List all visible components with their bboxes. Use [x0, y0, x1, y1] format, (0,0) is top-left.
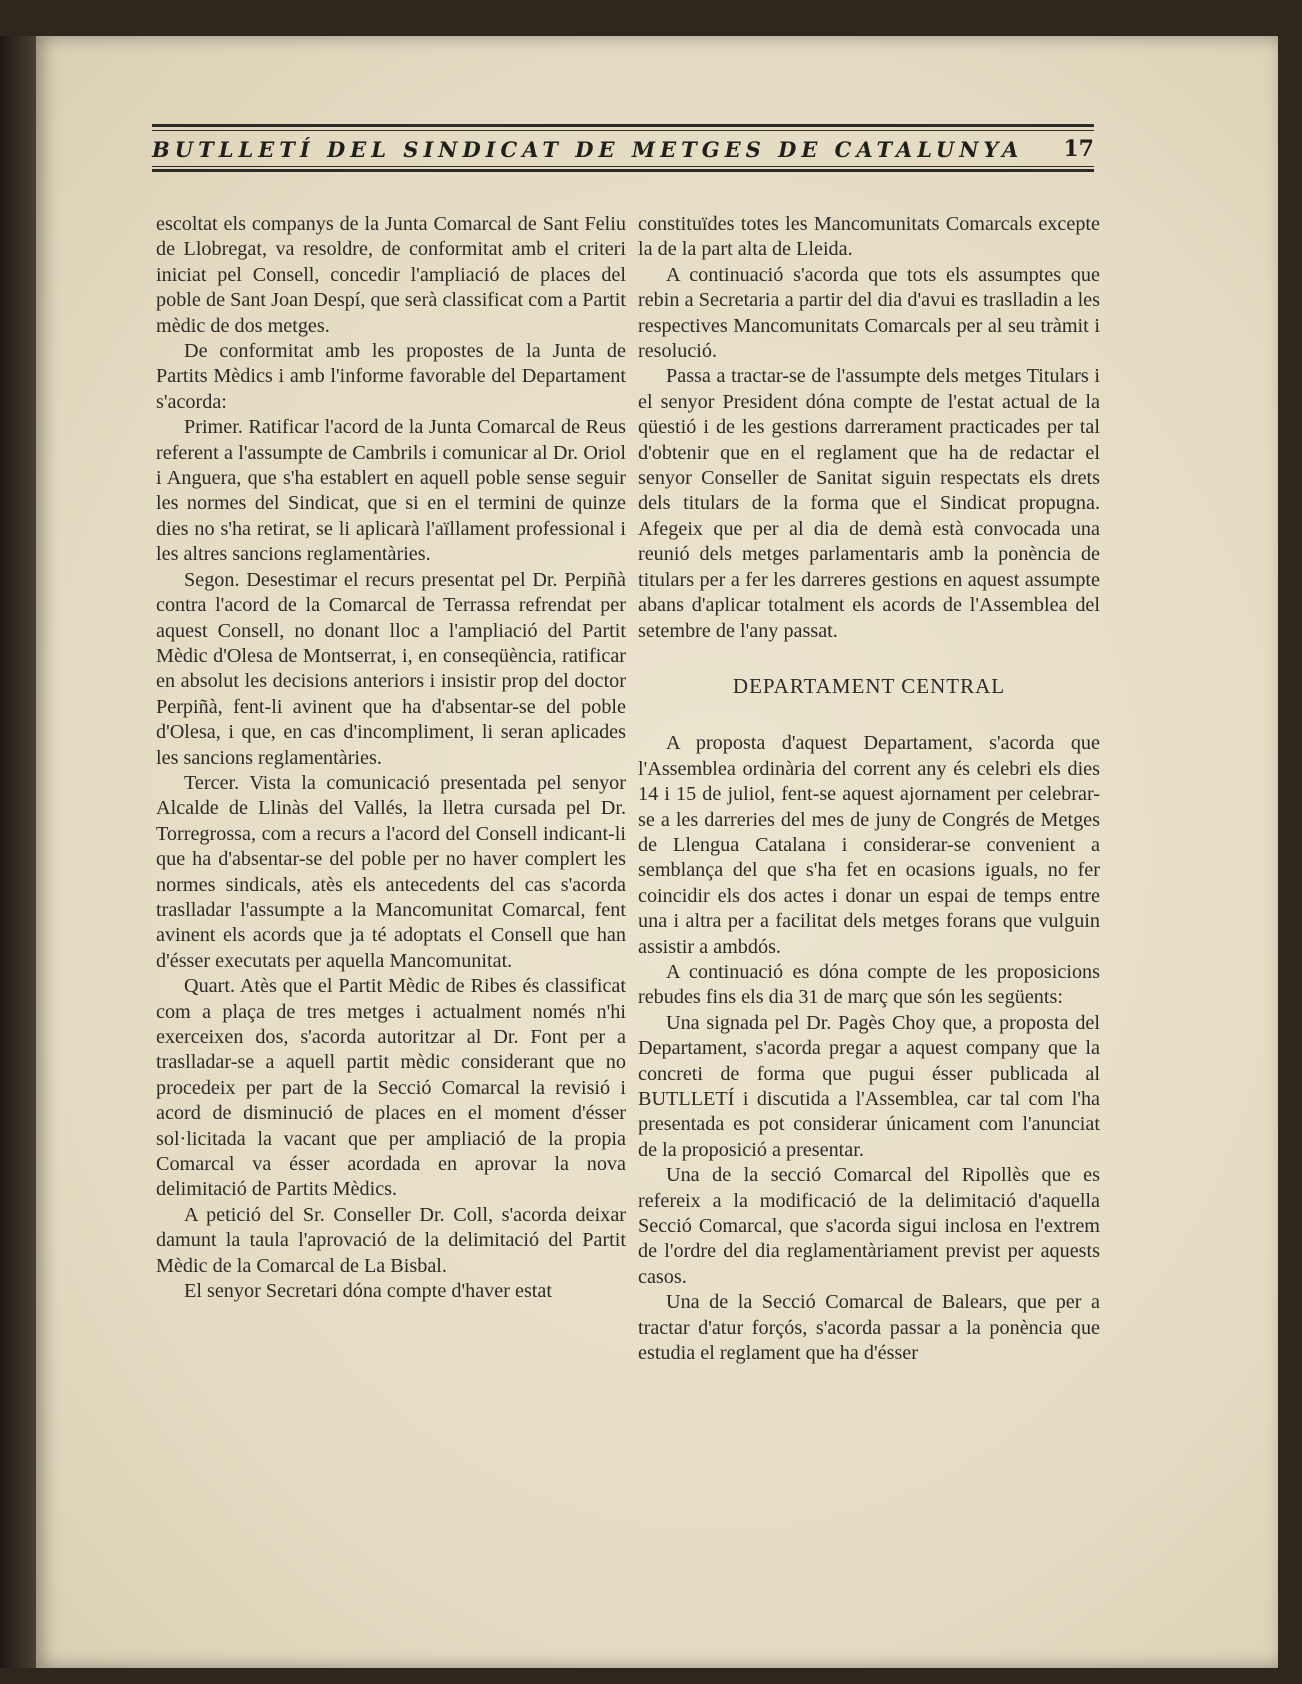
paragraph: Una signada pel Dr. Pagès Choy que, a proposta del Departament, s'acorda pregar a aquest company que la concreti de forma que pugui ésser publicada al BUTLLETÍ i discutida a l'Assemblea, car tal com l'ha presentada es pot considerar únicament com l'anunciat de la proposició a presentar. [638, 1011, 1100, 1161]
section-heading: DEPARTAMENT CENTRAL [732, 673, 1006, 698]
running-header [152, 124, 1094, 194]
paragraph: A petició del Sr. Conseller Dr. Coll, s'acorda deixar damunt la taula l'aprovació de la delimitació del Partit Mèdic de la Comarcal de La Bisbal. [156, 1203, 626, 1277]
paragraph: Passa a tractar-se de l'assumpte dels metges Titulars i el senyor President dóna compte de l'estat actual de la qüestió i de les gestions darrerament practicades per tal d'obtenir que en el reglament que ha de redactar el senyor Conseller de Sanitat siguin respectats els drets dels titulars de la forma que el Sindicat propugna. Afegeix que per al dia de demà està convocada una reunió dels metges parlamentaris amb la ponència de titulars per a fer les darreres gestions en aquest assumpte abans d'aplicar totalment els acords de l'Assemblea del setembre de l'any passat. [638, 365, 1100, 642]
book-gutter [0, 36, 36, 1668]
paragraph: Tercer. Vista la comunicació presentada pel senyor Alcalde de Llinàs del Vallés, la lletra cursada pel Dr. Torregrossa, com a recurs a l'acord del Consell indicant-li que ha d'absentar-se del poble per no haver complert les normes sindicals, atès els antecedents del cas s'acorda traslladar l'assumpte a la Mancomunitat Comarcal, fent avinent els acords que ja té adoptats el Consell que han d'ésser executats per aquella Mancomunitat. [156, 771, 626, 972]
paragraph: A continuació es dóna compte de les proposicions rebudes fins els dia 31 de març que són les següents: [638, 960, 1100, 1009]
paragraph: Una de la Secció Comarcal de Balears, que per a tractar d'atur forçós, s'acorda passar a la ponència que estudia el reglament que ha d'ésser [638, 1291, 1100, 1365]
header-rule-top-thin [152, 130, 1094, 131]
paragraph: escoltat els companys de la Junta Comarcal de Sant Feliu de Llobregat, va resoldre, de conformitat amb el criteri iniciat pel Consell, concedir l'ampliació de places del poble de Sant Joan Despí, que serà classificat com a Partit mèdic de dos metges. [156, 213, 626, 337]
journal-title: BUTLLETÍ DEL SINDICAT DE METGES DE CATALUNYA [152, 136, 1024, 162]
paragraph: Primer. Ratificar l'acord de la Junta Comarcal de Reus referent a l'assumpte de Cambrils i comunicar al Dr. Oriol i Anguera, que s'ha establert en aquell poble sense seguir les normes del Sindicat, que si en el termini de quinze dies no s'ha retirat, se li aplicarà l'aïllament professional i les altres sancions reglamentàries. [156, 416, 626, 566]
paragraph: A proposta d'aquest Departament, s'acorda que l'Assemblea ordinària del corrent any és celebri els dies 14 i 15 de juliol, fent-se aquest ajornament per celebrar-se a les darreries del mes de juny de Congrés de Metges de Llengua Catalana i considerar-se convenient a semblança del que s'ha fet en ocasions iguals, no fer coincidir els dos actes i donar un espai de temps entre una i altra per a facilitat dels metges forans que vulguin assistir a ambdós. [638, 732, 1100, 958]
paragraph: A continuació s'acorda que tots els assumptes que rebin a Secretaria a partir del dia d'avui es traslladin a les respectives Mancomunitats Comarcals per al seu tràmit i resolució. [638, 263, 1100, 363]
paragraph: Segon. Desestimar el recurs presentat pel Dr. Perpiñà contra l'acord de la Comarcal de Terrassa refrendat per aquest Consell, no donant lloc a l'ampliació del Partit Mèdic d'Olesa de Montserrat, i, en conseqüència, ratificar en absolut les decisions anteriors i insistir prop del doctor Perpiñà, fent-li avinent que ha d'absentar-se del poble d'Olesa, i que, en cas d'incompliment, li seran aplicades les sancions reglamentàries. [156, 568, 626, 769]
left-column [156, 212, 626, 1304]
header-rule-top-thick [152, 124, 1094, 127]
paragraph: El senyor Secretari dóna compte d'haver estat [184, 1280, 552, 1303]
paragraph: constituïdes totes les Mancomunitats Comarcals excepte la de la part alta de Lleida. [638, 213, 1100, 261]
paragraph: Quart. Atès que el Partit Mèdic de Ribes és classificat com a plaça de tres metges i actualment només n'hi exerceixen dos, s'acorda autoritzar al Dr. Font per a traslladar-se a aquell partit mèdic considerant que no procedeix per part de la Secció Comarcal la revisió i acord de disminució de places en el moment d'ésser sol·licitada la vacant que per ampliació de la propia Comarcal va ésser acordada en aprovar la nova delimitació de Partits Mèdics. [156, 975, 626, 1201]
header-rule-bottom-thin [152, 166, 1094, 167]
page-number: 17 [1063, 136, 1094, 162]
right-column [638, 212, 1100, 1366]
header-rule-bottom-thick [152, 169, 1094, 172]
paragraph: Una de la secció Comarcal del Ripollès que es refereix a la modificació de la delimitació d'aquella Secció Comarcal, que s'acorda sigui inclosa en l'extrem de l'ordre del dia reglamentàriament previst per aquests casos. [638, 1164, 1100, 1288]
paragraph: De conformitat amb les propostes de la Junta de Partits Mèdics i amb l'informe favorable del Departament s'acorda: [156, 340, 626, 413]
header-line [152, 134, 1094, 164]
